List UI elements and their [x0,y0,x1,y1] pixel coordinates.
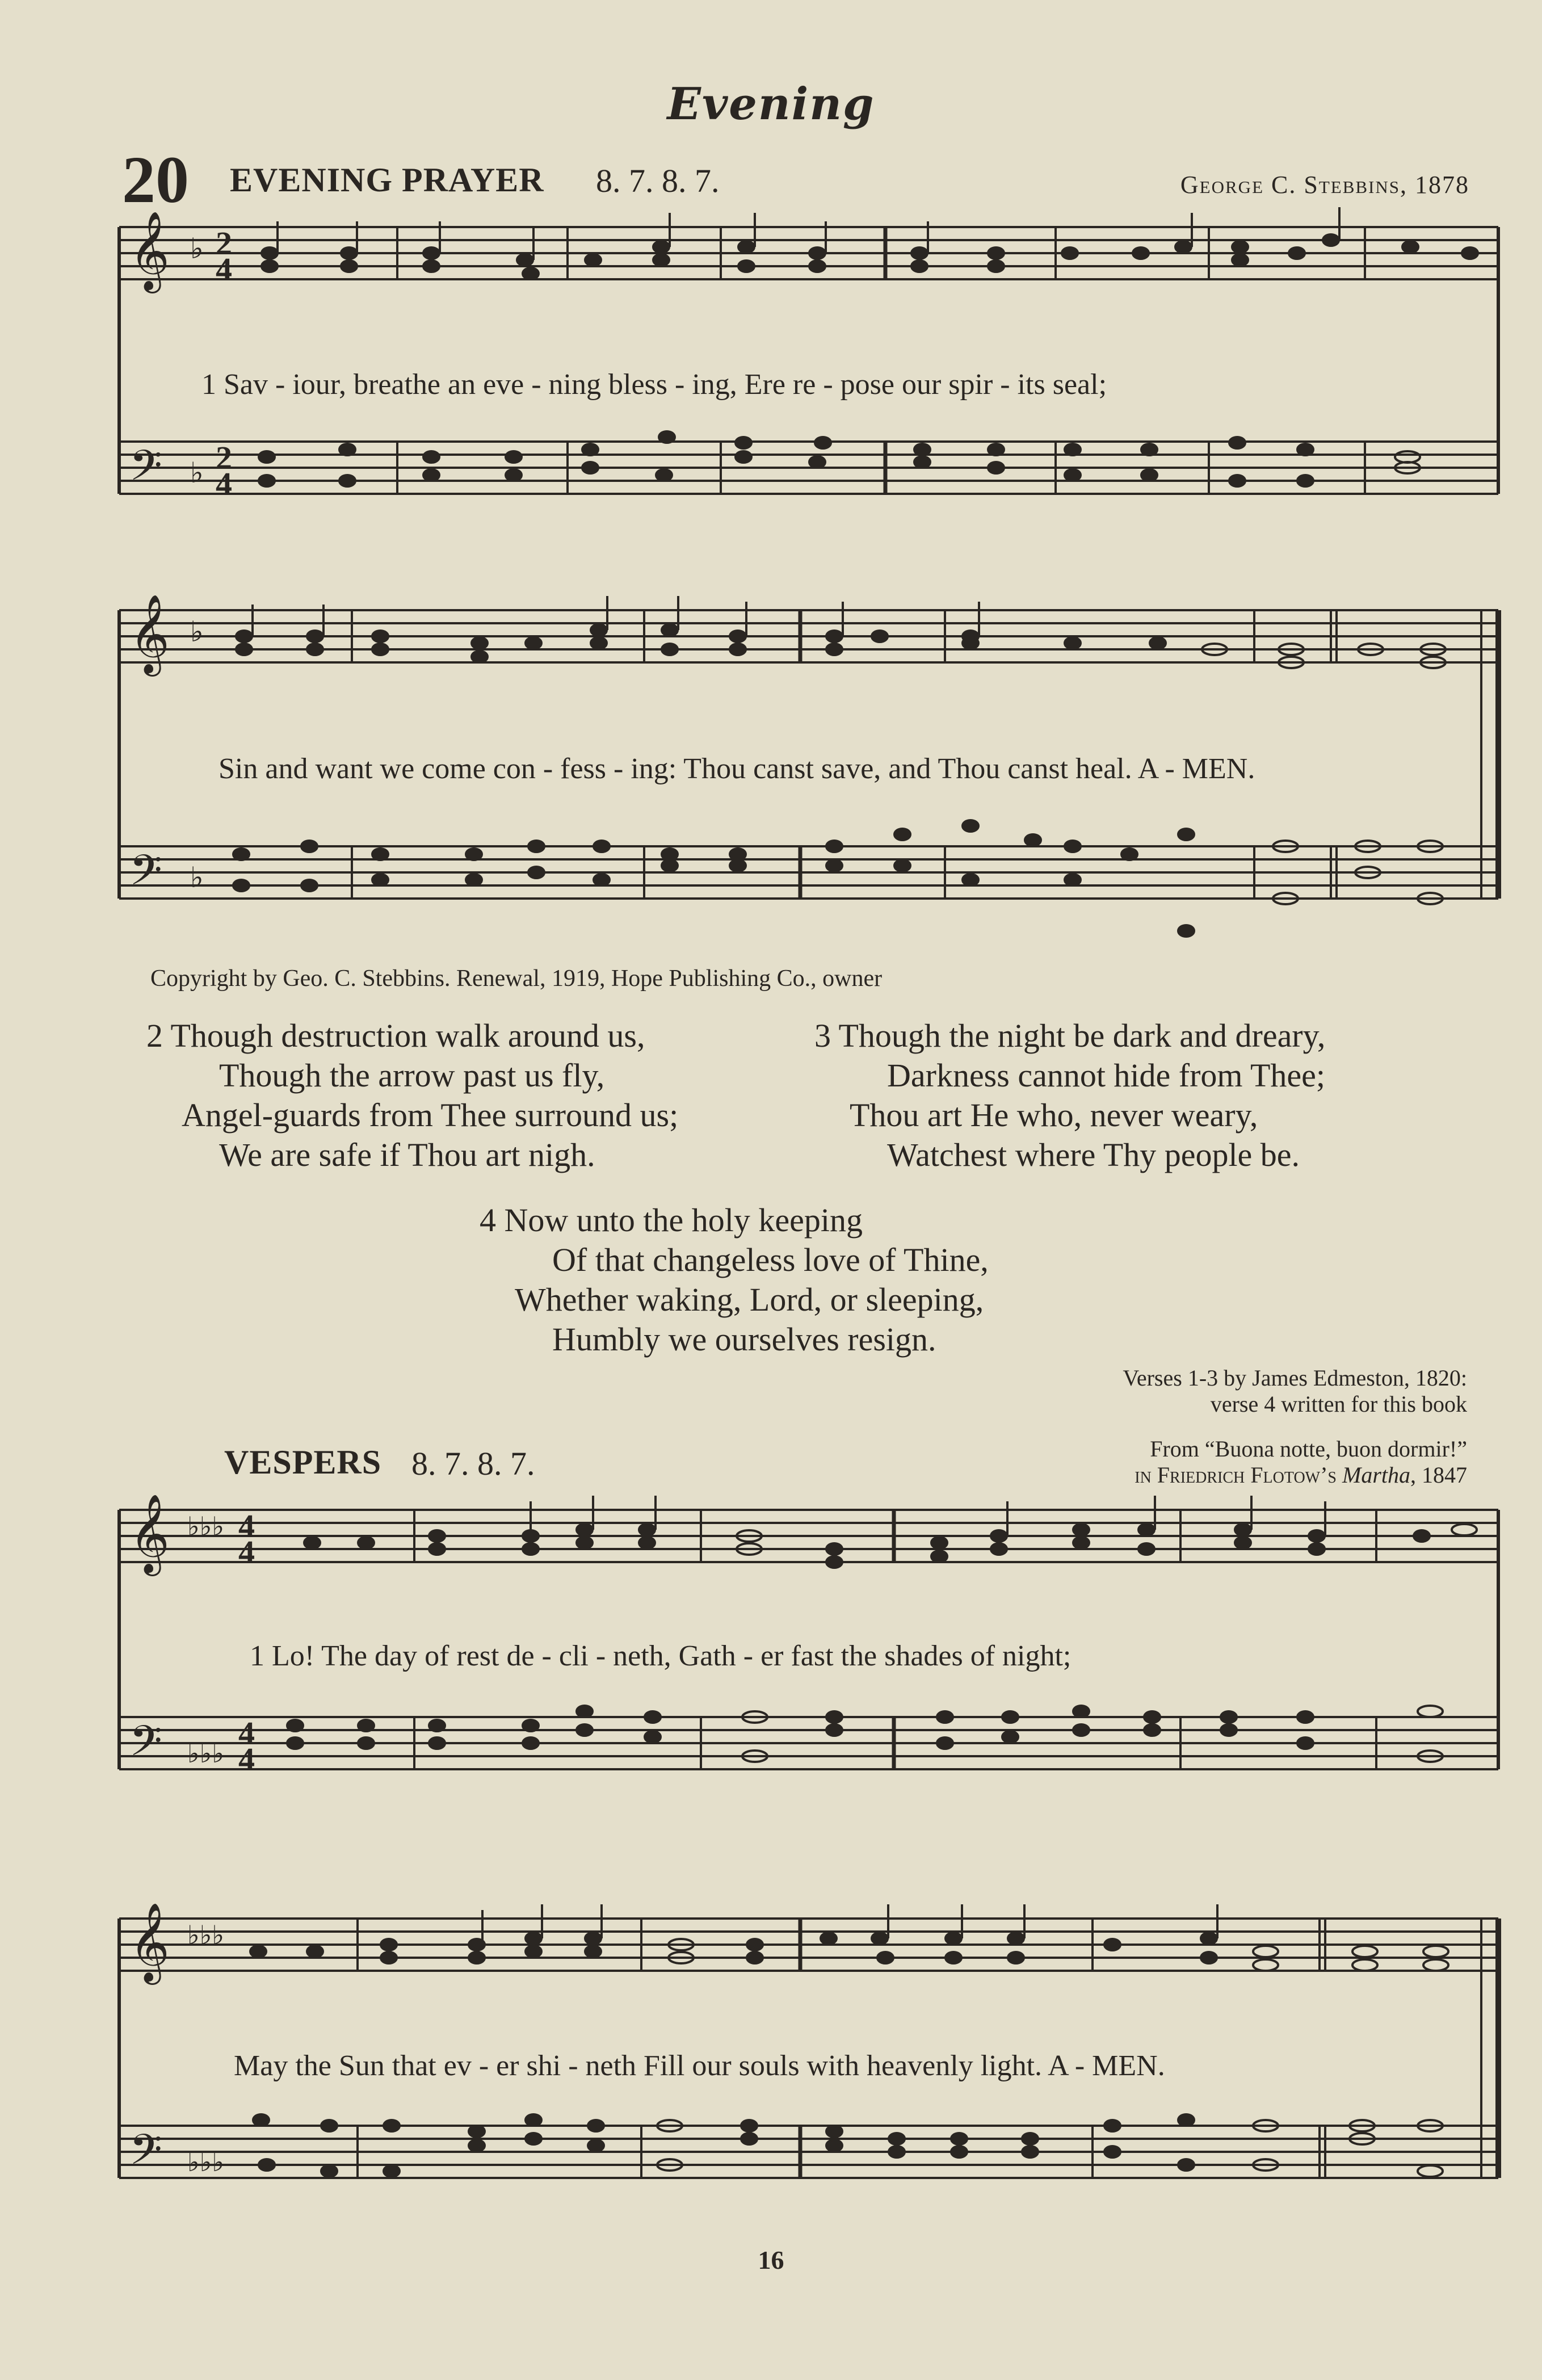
words-credit [1123,1365,1467,1417]
svg-text:𝄞: 𝄞 [129,594,170,673]
hymn-number: 20 [122,142,189,217]
svg-text:𝄞: 𝄞 [129,211,170,290]
hymn2-source-line-2 [1135,1462,1467,1488]
verse-4-line-1: 4 Now unto the holy keeping [480,1202,863,1239]
verse-2-line-1: 2 Though destruction walk around us, [146,1017,645,1054]
svg-text:𝄞: 𝄞 [129,1903,170,1982]
verse-4 [480,1201,989,1359]
svg-text:♭♭♭: ♭♭♭ [187,1512,225,1541]
svg-text:♭♭♭: ♭♭♭ [187,2148,225,2177]
verse-3-line-1: 3 Though the night be dark and dreary, [814,1017,1326,1054]
verse-2-line-4: We are safe if Thou art nigh. [219,1136,595,1173]
page-number: 16 [758,2245,784,2274]
hymn2-source-composer: in Friedrich Flotow’s [1135,1462,1342,1488]
hymn1-lyrics-line2: Sin and want we come con - fess - ing: Thou canst save, and Thou canst heal. A - MEN. [219,753,1255,785]
svg-text:4: 4 [238,1715,255,1752]
svg-text:♭♭♭: ♭♭♭ [187,1739,225,1768]
svg-text:𝄢: 𝄢 [129,2125,162,2185]
verse-4-line-4: Humbly we ourselves resign. [552,1321,936,1358]
section-title: Evening [667,78,875,130]
hymn2-source-work: Martha [1342,1462,1410,1488]
svg-text:♭♭♭: ♭♭♭ [187,1921,225,1950]
svg-text:♭: ♭ [190,616,204,648]
svg-text:♭: ♭ [190,233,204,265]
verse-3-line-3: Thou art He who, never weary, [850,1097,1258,1134]
hymn1-lyrics-line1: 1 Sav - iour, breathe an eve - ning bless - ing, Ere re - pose our spir - its seal; [201,368,1107,401]
svg-text:2: 2 [216,439,232,476]
tune-name-vespers: VESPERS [224,1443,382,1481]
words-credit-line-2: verse 4 written for this book [1210,1391,1467,1417]
tune-name-evening-prayer: EVENING PRAYER [230,161,544,199]
hymn2-source [1135,1436,1467,1488]
words-credit-line-1: Verses 1-3 by James Edmeston, 1820: [1123,1365,1467,1391]
svg-text:4: 4 [238,1741,255,1778]
hymn2-lyrics-line2: May the Sun that ev - er shi - neth Fill our souls with heavenly light. A - MEN. [234,2050,1165,2082]
svg-text:𝄢: 𝄢 [129,846,162,905]
hymn2-source-line-1: From “Buona notte, buon dormir!” [1150,1436,1467,1462]
hymn2-source-year: , 1847 [1410,1462,1467,1488]
svg-text:𝄞: 𝄞 [129,1494,170,1573]
hymn2-meter: 8. 7. 8. 7. [411,1445,535,1482]
svg-text:𝄢: 𝄢 [129,441,162,501]
hymn2-lyrics-line1: 1 Lo! The day of rest de - cli - neth, Gath - er fast the shades of night; [250,1640,1072,1672]
svg-text:4: 4 [216,251,232,288]
svg-text:4: 4 [216,465,232,502]
svg-text:𝄢: 𝄢 [129,1716,162,1776]
svg-text:♭: ♭ [190,457,204,489]
svg-text:4: 4 [238,1508,255,1544]
hymn1-copyright: Copyright by Geo. C. Stebbins. Renewal, 1919, Hope Publishing Co., owner [150,966,883,992]
hymn1-meter: 8. 7. 8. 7. [596,162,720,199]
verse-3-line-4: Watchest where Thy people be. [887,1136,1300,1173]
verse-3-line-2: Darkness cannot hide from Thee; [887,1057,1326,1094]
verse-3 [814,1016,1325,1175]
verse-4-line-2: Of that changeless love of Thine, [552,1241,989,1278]
verse-4-line-3: Whether waking, Lord, or sleeping, [515,1281,984,1318]
hymn1-composer: George C. Stebbins, 1878 [1180,171,1469,199]
verse-2-line-3: Angel-guards from Thee surround us; [182,1097,679,1134]
verse-2 [146,1016,678,1175]
svg-text:♭: ♭ [190,862,204,893]
svg-text:2: 2 [216,225,232,262]
verse-2-line-2: Though the arrow past us fly, [219,1057,605,1094]
svg-text:4: 4 [238,1534,255,1571]
